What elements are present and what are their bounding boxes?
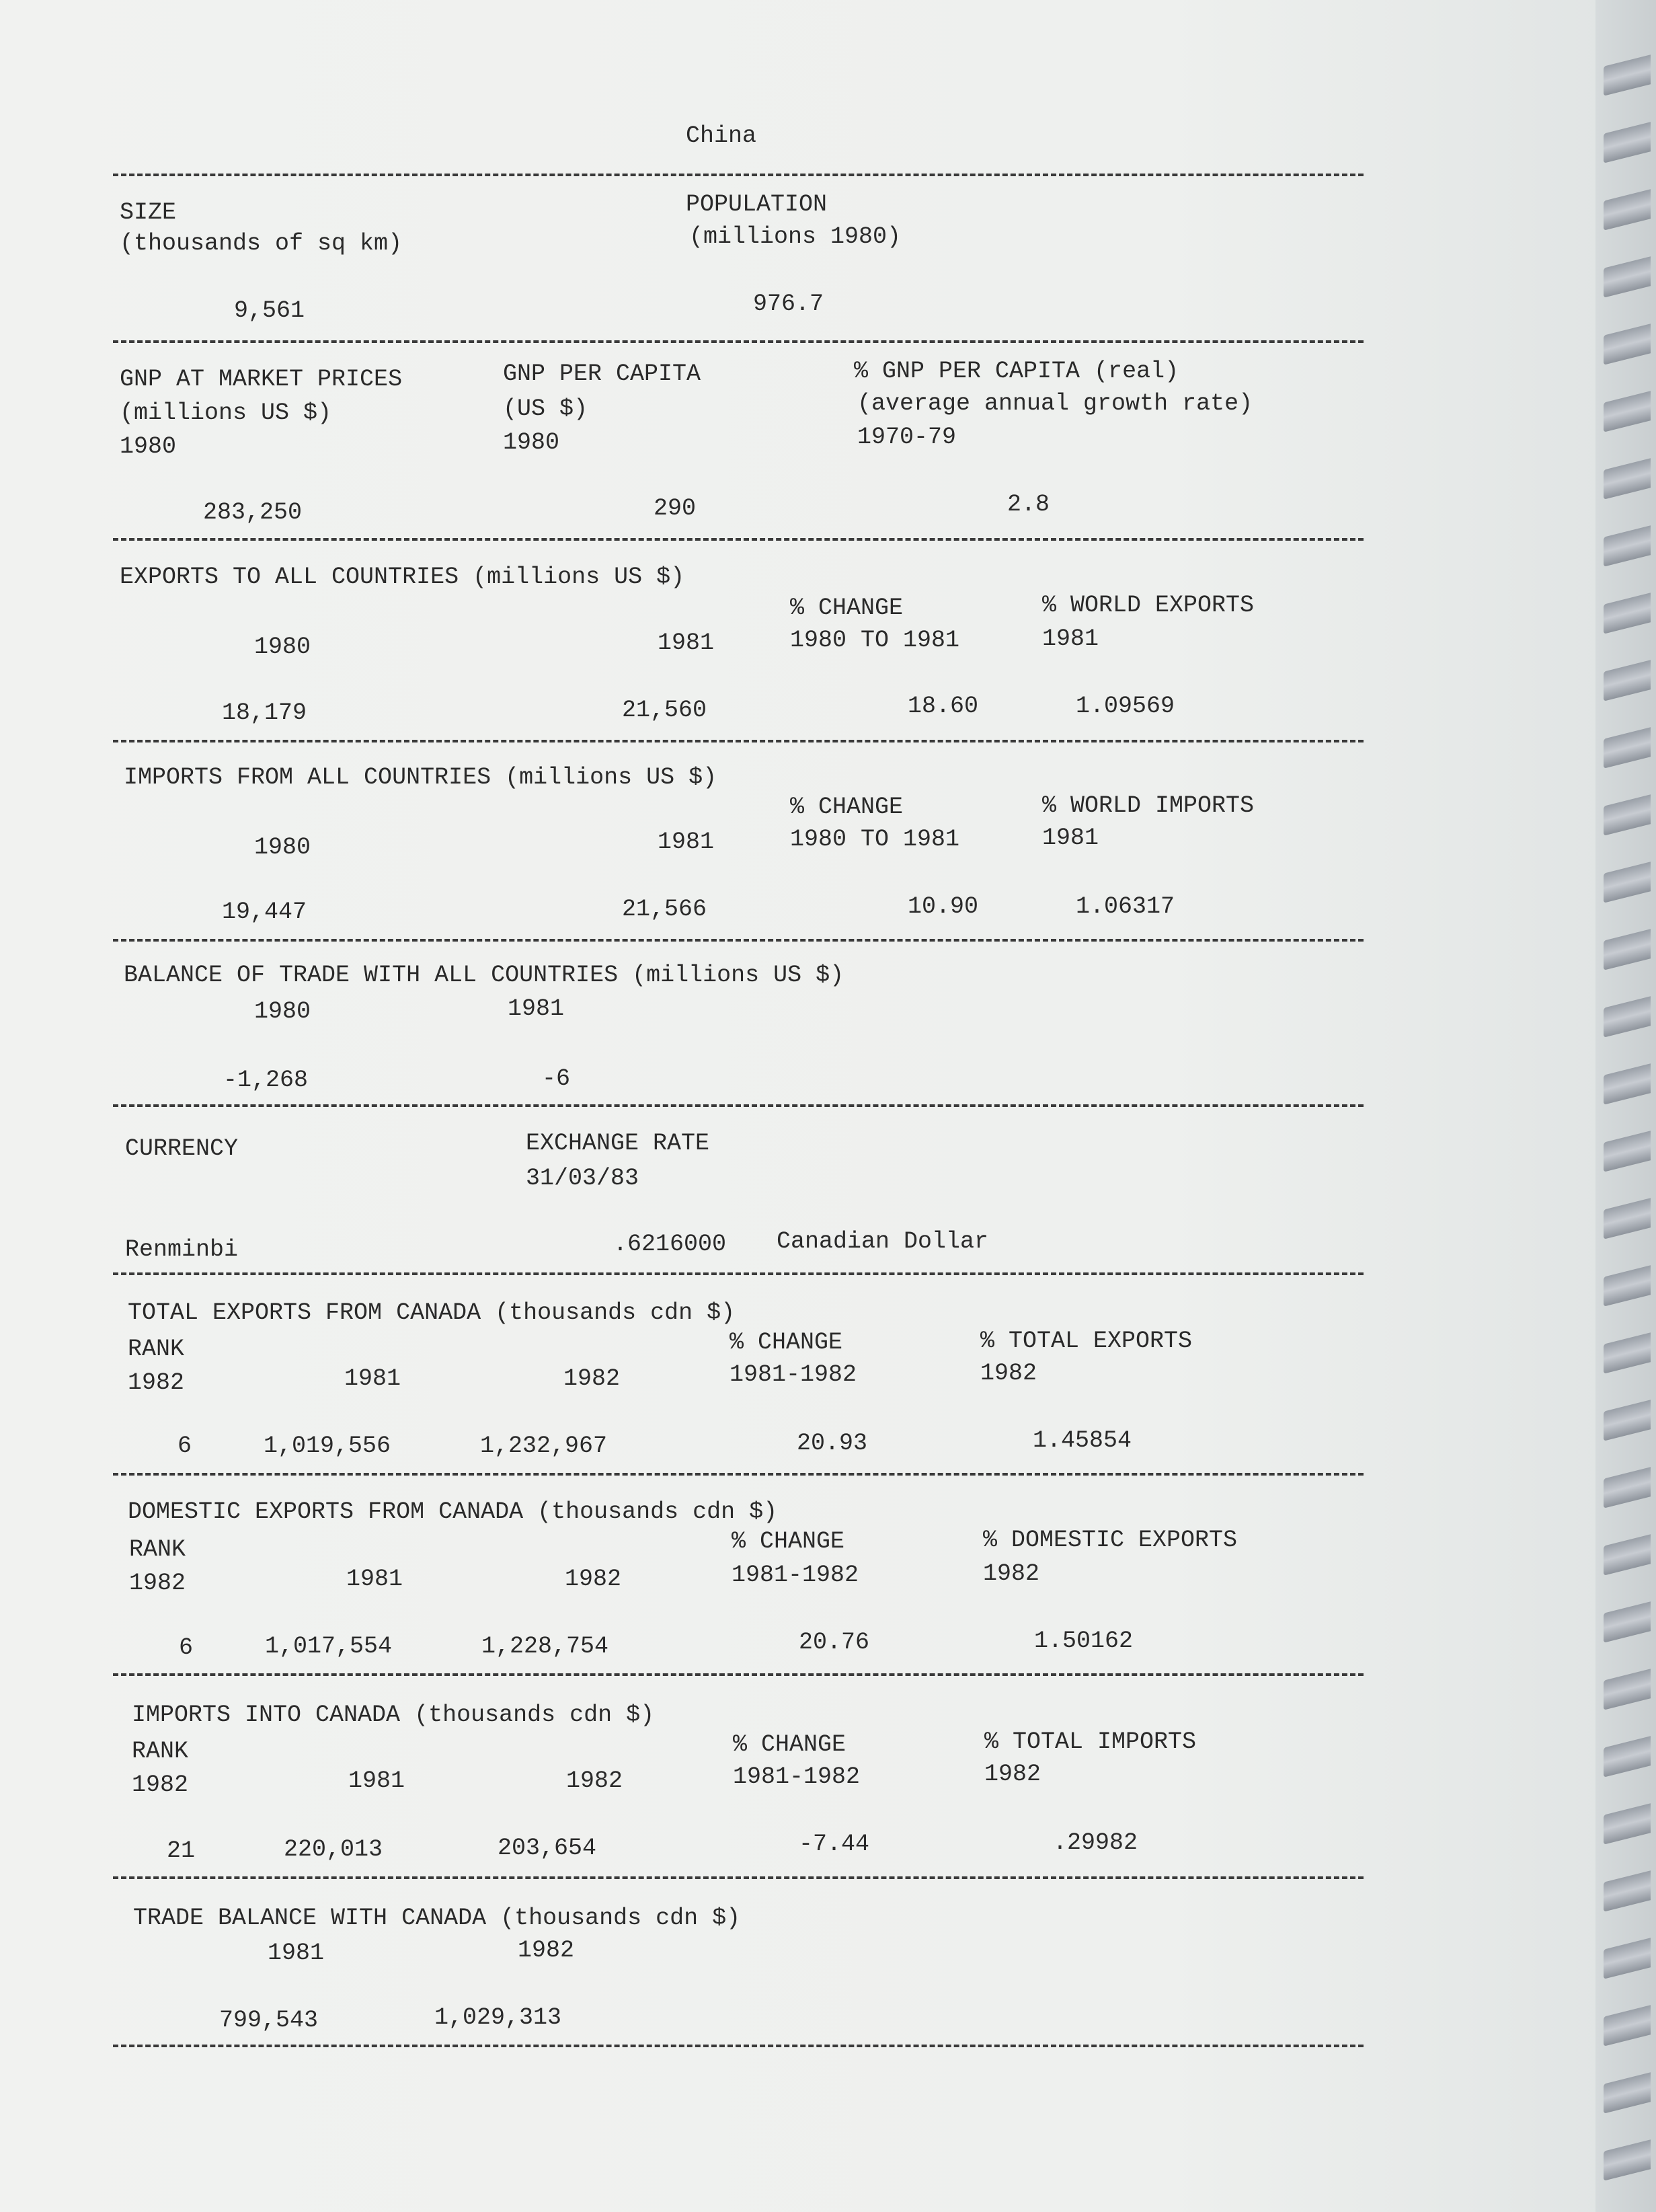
total-exports-rank-year: 1982 (128, 1369, 185, 1396)
total-exports-rank: 6 (178, 1433, 192, 1459)
imports-all-year2: 1981 (658, 829, 715, 855)
total-exports-share-year: 1982 (980, 1360, 1037, 1387)
binding-coil (1604, 391, 1651, 432)
binding-coil (1604, 1400, 1651, 1441)
imports-canada-year2: 1982 (566, 1767, 623, 1794)
gnp-per-capita-value: 290 (654, 495, 697, 522)
imports-all-world-year: 1981 (1042, 825, 1099, 851)
binding-coil (1604, 1332, 1651, 1373)
binding-coil (1604, 323, 1651, 365)
domestic-exports-year2: 1982 (565, 1566, 622, 1593)
imports-canada-change-label: % CHANGE (733, 1731, 846, 1758)
domestic-exports-share-year: 1982 (983, 1560, 1040, 1587)
divider (113, 939, 1364, 942)
spiral-binding (1595, 0, 1656, 2212)
trade-balance-year1: 1981 (268, 1940, 325, 1967)
binding-coil (1604, 2005, 1651, 2046)
domestic-exports-change-label: % CHANGE (732, 1528, 845, 1555)
trade-balance-v2: 1,029,313 (434, 2004, 562, 2031)
exports-all-change-years: 1980 TO 1981 (790, 627, 960, 654)
binding-coil (1604, 1938, 1651, 1979)
total-exports-share: 1.45854 (1033, 1427, 1132, 1454)
binding-coil (1604, 2139, 1651, 2180)
binding-coil (1604, 929, 1651, 970)
gnp-market-value: 283,250 (203, 499, 303, 526)
binding-coil (1604, 1601, 1651, 1642)
binding-coil (1604, 794, 1651, 835)
divider (113, 2045, 1364, 2047)
population-value: 976.7 (753, 291, 824, 317)
domestic-exports-rank: 6 (179, 1634, 194, 1661)
imports-canada-heading: IMPORTS INTO CANADA (thousands cdn $) (132, 1702, 655, 1728)
imports-all-v1: 19,447 (222, 899, 307, 925)
imports-all-heading: IMPORTS FROM ALL COUNTRIES (millions US $) (124, 764, 717, 791)
total-exports-heading: TOTAL EXPORTS FROM CANADA (thousands cdn $) (128, 1299, 736, 1326)
divider (113, 1104, 1364, 1107)
page-title: China (686, 122, 757, 149)
domestic-exports-share: 1.50162 (1034, 1628, 1134, 1654)
balance-all-year2: 1981 (508, 995, 565, 1022)
trade-balance-heading: TRADE BALANCE WITH CANADA (thousands cdn $) (133, 1905, 741, 1932)
domestic-exports-rank-year: 1982 (129, 1570, 186, 1597)
exports-all-heading: EXPORTS TO ALL COUNTRIES (millions US $) (120, 564, 685, 590)
binding-coil (1604, 1534, 1651, 1575)
binding-coil (1604, 1467, 1651, 1508)
total-exports-v2: 1,232,967 (480, 1433, 608, 1459)
exports-all-change-label: % CHANGE (790, 595, 904, 621)
balance-all-v2: -6 (542, 1065, 571, 1092)
domestic-exports-heading: DOMESTIC EXPORTS FROM CANADA (thousands cdn $) (128, 1498, 778, 1525)
exports-all-world-label: % WORLD EXPORTS (1042, 592, 1255, 619)
domestic-exports-share-label: % DOMESTIC EXPORTS (983, 1527, 1238, 1554)
binding-coil (1604, 122, 1651, 163)
imports-canada-rank-year: 1982 (132, 1771, 189, 1798)
trade-balance-v1: 799,543 (219, 2007, 319, 2034)
exchange-rate-value: .6216000 (613, 1231, 727, 1258)
gnp-market-year: 1980 (120, 433, 177, 460)
binding-coil (1604, 189, 1651, 230)
binding-coil (1604, 1803, 1651, 1844)
imports-all-world: 1.06317 (1076, 893, 1175, 920)
binding-coil (1604, 458, 1651, 499)
domestic-exports-v2: 1,228,754 (481, 1633, 609, 1660)
divider (113, 1473, 1364, 1476)
imports-canada-rank-label: RANK (132, 1738, 189, 1765)
size-label: SIZE (120, 199, 177, 226)
currency-name: Renminbi (125, 1236, 239, 1263)
binding-coil (1604, 1265, 1651, 1306)
total-exports-year2: 1982 (563, 1365, 621, 1392)
imports-canada-change-years: 1981-1982 (733, 1763, 861, 1790)
total-exports-share-label: % TOTAL EXPORTS (980, 1328, 1193, 1355)
binding-coil (1604, 862, 1651, 903)
binding-coil (1604, 2072, 1651, 2113)
binding-coil (1604, 525, 1651, 566)
exports-all-v1: 18,179 (222, 699, 307, 726)
total-exports-year1: 1981 (344, 1365, 401, 1392)
divider (113, 340, 1364, 343)
imports-all-year1: 1980 (254, 834, 311, 861)
population-label: POPULATION (686, 191, 828, 218)
total-exports-change-label: % CHANGE (730, 1329, 843, 1356)
gnp-growth-unit-label: (average annual growth rate) (857, 390, 1253, 417)
gnp-market-label: GNP AT MARKET PRICES (120, 366, 403, 393)
currency-label: CURRENCY (125, 1135, 239, 1162)
domestic-exports-rank-label: RANK (129, 1536, 186, 1563)
gnp-per-capita-unit-label: (US $) (503, 395, 588, 422)
domestic-exports-change-years: 1981-1982 (732, 1562, 859, 1589)
binding-coil (1604, 1669, 1651, 1710)
binding-coil (1604, 727, 1651, 768)
divider (113, 740, 1364, 742)
binding-coil (1604, 1198, 1651, 1239)
exports-all-world-year: 1981 (1042, 625, 1099, 652)
binding-coil (1604, 660, 1651, 701)
binding-coil (1604, 1131, 1651, 1172)
total-exports-rank-label: RANK (128, 1336, 185, 1363)
binding-coil (1604, 1736, 1651, 1777)
imports-all-world-label: % WORLD IMPORTS (1042, 792, 1255, 819)
balance-all-year1: 1980 (254, 998, 311, 1025)
size-unit-label: (thousands of sq km) (120, 230, 403, 257)
balance-all-heading: BALANCE OF TRADE WITH ALL COUNTRIES (millions US $) (124, 962, 844, 989)
imports-canada-share-label: % TOTAL IMPORTS (984, 1728, 1197, 1755)
gnp-growth-value: 2.8 (1007, 491, 1050, 518)
divider (113, 1272, 1364, 1275)
exchange-rate-date: 31/03/83 (526, 1165, 639, 1192)
binding-coil (1604, 1063, 1651, 1104)
exports-all-change: 18.60 (908, 693, 979, 720)
divider (113, 174, 1364, 176)
exports-all-year2: 1981 (658, 630, 715, 656)
size-value: 9,561 (234, 297, 305, 324)
binding-coil (1604, 593, 1651, 634)
imports-all-v2: 21,566 (622, 896, 707, 923)
balance-all-v1: -1,268 (223, 1067, 309, 1094)
divider (113, 1673, 1364, 1676)
population-unit-label: (millions 1980) (689, 223, 902, 250)
binding-coil (1604, 1870, 1651, 1911)
gnp-growth-label: % GNP PER CAPITA (real) (854, 358, 1179, 385)
divider (113, 538, 1364, 541)
gnp-market-unit-label: (millions US $) (120, 399, 332, 426)
binding-coil (1604, 256, 1651, 297)
total-exports-change-years: 1981-1982 (730, 1361, 857, 1388)
exchange-rate-label: EXCHANGE RATE (526, 1130, 710, 1157)
gnp-growth-years: 1970-79 (857, 424, 957, 451)
divider (113, 1876, 1364, 1879)
gnp-per-capita-year: 1980 (503, 429, 560, 456)
imports-canada-rank: 21 (167, 1837, 196, 1864)
imports-canada-share: .29982 (1053, 1829, 1138, 1856)
exports-all-world: 1.09569 (1076, 693, 1175, 720)
imports-canada-v1: 220,013 (284, 1836, 383, 1863)
total-exports-v1: 1,019,556 (264, 1433, 391, 1459)
trade-balance-year2: 1982 (518, 1937, 575, 1964)
gnp-per-capita-label: GNP PER CAPITA (503, 360, 701, 387)
total-exports-change: 20.93 (797, 1430, 868, 1457)
binding-coil (1604, 54, 1651, 96)
binding-coil (1604, 996, 1651, 1037)
imports-all-change-label: % CHANGE (790, 794, 904, 821)
domestic-exports-v1: 1,017,554 (265, 1633, 393, 1660)
domestic-exports-year1: 1981 (346, 1566, 403, 1593)
imports-canada-year1: 1981 (348, 1767, 405, 1794)
imports-all-change-years: 1980 TO 1981 (790, 826, 960, 853)
imports-all-change: 10.90 (908, 893, 979, 920)
imports-canada-share-year: 1982 (984, 1761, 1041, 1788)
imports-canada-change: -7.44 (799, 1831, 870, 1858)
domestic-exports-change: 20.76 (799, 1629, 870, 1656)
exports-all-v2: 21,560 (622, 697, 707, 724)
imports-canada-v2: 203,654 (498, 1835, 597, 1862)
exchange-rate-unit: Canadian Dollar (777, 1228, 989, 1255)
exports-all-year1: 1980 (254, 634, 311, 660)
